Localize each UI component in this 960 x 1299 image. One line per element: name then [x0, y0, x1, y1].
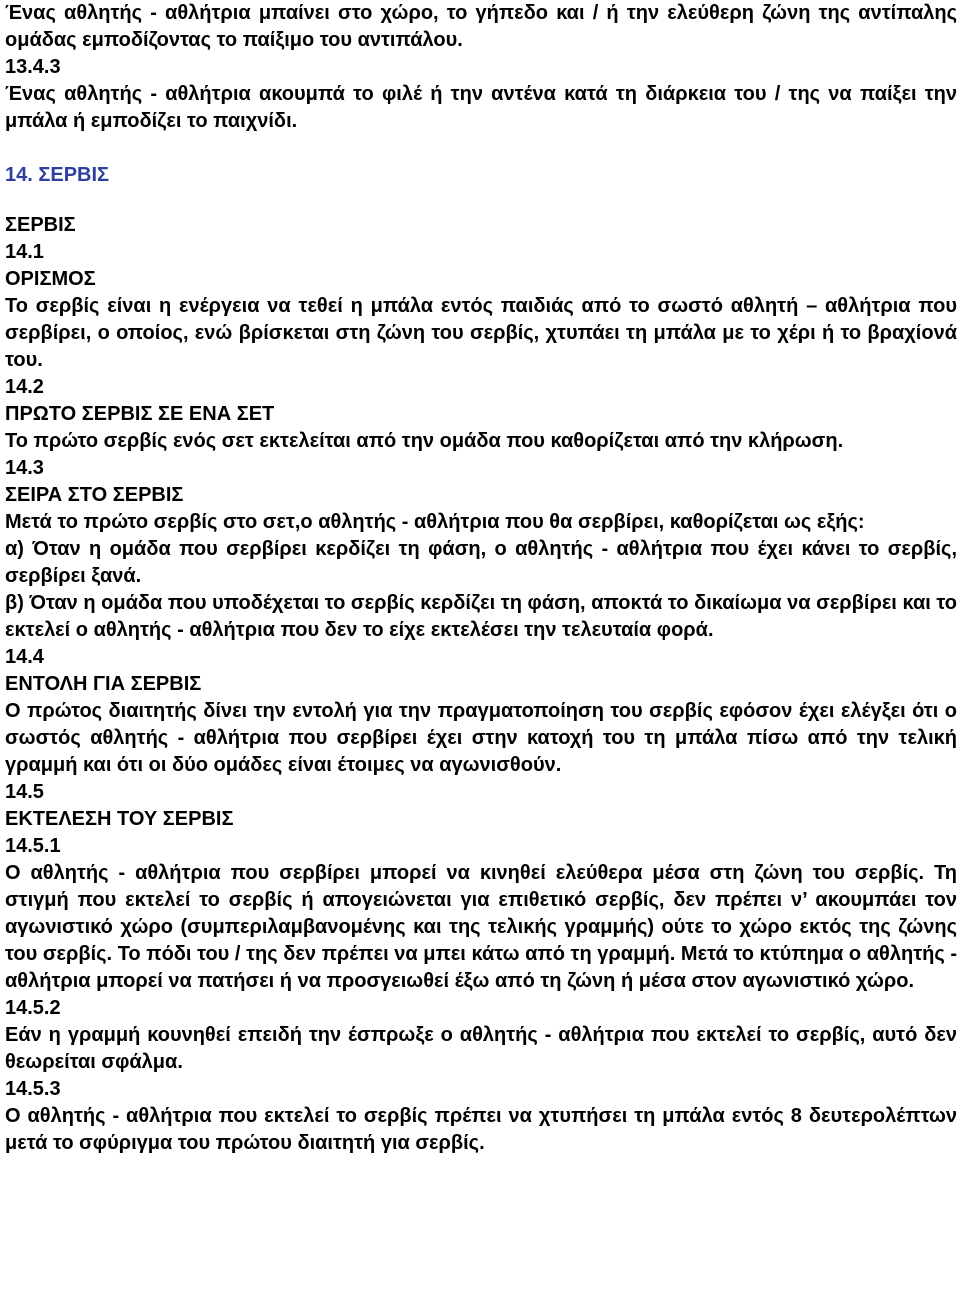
spacer — [5, 135, 957, 162]
document-page — [5, 0, 957, 1157]
section-number-14-5-1: 14.5.1 — [5, 835, 61, 857]
section-text-14-4: Ο πρώτος διαιτητής δίνει την εντολή για την πραγματοποίηση του σερβίς εφόσον έχει ελέγξει ότι ο σωστός αθλητής - αθλήτρια που σερβίρει έχει στην κατοχή του τη μπάλα πίσω από την τελική γραμμή και ότι οι δύο ομάδες είναι έτοιμες να αγωνισθούν. — [5, 700, 957, 776]
section-number-13-4-3: 13.4.3 — [5, 56, 61, 78]
section-number-14-2: 14.2 — [5, 376, 44, 398]
section-number-14-4: 14.4 — [5, 646, 44, 668]
section-number-14-5-3: 14.5.3 — [5, 1078, 61, 1100]
section-item-14-3-b: β) Όταν η ομάδα που υποδέχεται το σερβίς κερδίζει τη φάση, αποκτά το δικαίωμα να σερβίρει και το εκτελεί ο αθλητής - αθλήτρια που δεν το είχε εκτελέσει την τελευταία φορά. — [5, 592, 957, 641]
section-number-14-1: 14.1 — [5, 241, 44, 263]
section-title-14-4: ΕΝΤΟΛΗ ΓΙΑ ΣΕΡΒΙΣ — [5, 673, 202, 695]
chapter-subheading: ΣΕΡΒΙΣ — [5, 214, 76, 236]
section-number-14-5: 14.5 — [5, 781, 44, 803]
section-text-14-2: Το πρώτο σερβίς ενός σετ εκτελείται από την ομάδα που καθορίζεται από την κλήρωση. — [5, 430, 844, 452]
paragraph-13-4-2-text: Ένας αθλητής - αθλήτρια μπαίνει στο χώρο, το γήπεδο και / ή την ελεύθερη ζώνη της αντίπαλης ομάδας εμποδίζοντας το παίξιμο του αντιπάλου. — [5, 2, 957, 51]
section-item-14-3-a: α) Όταν η ομάδα που σερβίρει κερδίζει τη φάση, ο αθλητής - αθλήτρια που έχει κάνει το σερβίς, σερβίρει ξανά. — [5, 538, 957, 587]
paragraph-13-4-3-text: Ένας αθλητής - αθλήτρια ακουμπά το φιλέ ή την αντένα κατά τη διάρκεια του / της να παίξει την μπάλα ή εμποδίζει το παιχνίδι. — [5, 83, 957, 132]
section-title-14-2: ΠΡΩΤΟ ΣΕΡΒΙΣ ΣΕ ΕΝΑ ΣΕΤ — [5, 403, 275, 425]
section-number-14-5-2: 14.5.2 — [5, 997, 61, 1019]
section-text-14-5-2: Εάν η γραμμή κουνηθεί επειδή την έσπρωξε ο αθλητής - αθλήτρια που εκτελεί το σερβίς, αυτό δεν θεωρείται σφάλμα. — [5, 1024, 957, 1073]
section-text-14-5-1: Ο αθλητής - αθλήτρια που σερβίρει μπορεί να κινηθεί ελεύθερα μέσα στη ζώνη του σερβίς. Τη στιγμή που εκτελεί το σερβίς ή απογειώνεται για επιθετικό σερβίς, δεν πρέπει ν’ ακουμπάει τον αγωνιστικό χώρο (συμπεριλαμβανομένης και της τελικής γραμμής) ούτε το χώρο εκτός της ζώνης του σερβίς. Το πόδι του / της δεν πρέπει να μπει κάτω από τη γραμμή. Μετά το κτύπημα ο αθλητής - αθλήτρια μπορεί να πατήσει ή να προσγειωθεί έξω από τη ζώνη ή μέσα στον αγωνιστικό χώρο. — [5, 862, 957, 992]
section-text-14-3: Μετά το πρώτο σερβίς στο σετ,ο αθλητής - αθλήτρια που θα σερβίρει, καθορίζεται ως εξής: — [5, 511, 865, 533]
section-title-14-1: ΟΡΙΣΜΟΣ — [5, 268, 96, 290]
section-text-14-1: Το σερβίς είναι η ενέργεια να τεθεί η μπάλα εντός παιδιάς από το σωστό αθλητή – αθλήτρια που σερβίρει, ο οποίος, ενώ βρίσκεται στη ζώνη του σερβίς, χτυπάει τη μπάλα με το χέρι ή το βραχίονά του. — [5, 295, 957, 371]
section-number-14-3: 14.3 — [5, 457, 44, 479]
spacer — [5, 189, 957, 212]
section-text-14-5-3: Ο αθλητής - αθλήτρια που εκτελεί το σερβίς πρέπει να χτυπήσει τη μπάλα εντός 8 δευτερολέπτων μετά το σφύριγμα του πρώτου διαιτητή για σερβίς. — [5, 1105, 957, 1154]
section-title-14-5: ΕΚΤΕΛΕΣΗ ΤΟΥ ΣΕΡΒΙΣ — [5, 808, 234, 830]
chapter-heading: 14. ΣΕΡΒΙΣ — [5, 164, 110, 186]
section-title-14-3: ΣΕΙΡΑ ΣΤΟ ΣΕΡΒΙΣ — [5, 484, 184, 506]
